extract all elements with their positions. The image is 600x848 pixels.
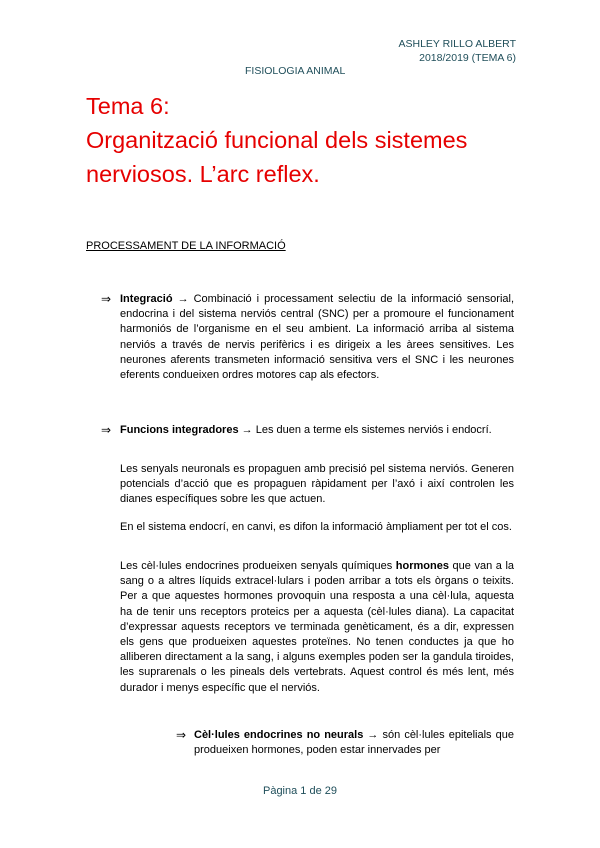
page-footer: Pàgina 1 de 29 bbox=[262, 785, 337, 797]
bullet-arrow-icon: ⇒ bbox=[101, 423, 112, 437]
no-neurals-text: són cèl·lules epitelials que produeixen hormones, poden estar innervades per bbox=[194, 729, 514, 757]
bullet-integracio bbox=[120, 292, 514, 383]
arrow-icon: → bbox=[241, 424, 253, 436]
paragraph-2: En el sistema endocrí, en canvi, es difon la informació àmpliament per tot el cos. bbox=[120, 521, 512, 533]
integracio-text: Combinació i processament selectiu de la informació sensorial, endocrina i del sistema nerviós central (SNC) per a promoure el funcionament harmoniós de l’organisme en el seu ambient. La informació arriba al sistema nerviós a través de nervis perifèrics i es dirigeix a les àrees sensitives. Les neurones aferents transmeten informació sensitiva vers el SNC i les neurones eferents condueixen ordres motores cap als efectors. bbox=[120, 293, 515, 382]
title-line-1: Tema 6: bbox=[86, 93, 170, 119]
paragraph-1: Les senyals neuronals es propaguen amb precisió pel sistema nerviós. Generen potencials d’acció que es propaguen ràpidament per l’axó i així controlen les dianes específiques sobre les que actuen. bbox=[120, 463, 514, 506]
header-year: 2018/2019 (TEMA 6) bbox=[419, 52, 516, 64]
sub-bullet-no-neurals bbox=[194, 728, 514, 758]
paragraph-3 bbox=[120, 559, 514, 696]
arrow-icon: → bbox=[367, 729, 379, 741]
p3-after: que van a la sang o a altres líquids extracel·lulars i poden arribar a tots els òrgans o teixits. Per a que aquestes hormones provoquin una resposta a una cèl·lula, aquesta ha de tenir uns receptors proteics per a aquesta (cèl·lules diana). La capacitat d’expressar aquests receptors ve terminada genèticament, és a dir, expressen els gens que produeixen aquestes proteïnes. No tenen conductes ja que ho alliberen directament a la sang, i alguns exemples poden ser la gandula tiroides, les suprarenals o les pineals dels vertebrats. Aquest control és més lent, més durador i menys específic que el nerviós. bbox=[120, 560, 515, 694]
term-integracio: Integració bbox=[120, 293, 173, 305]
term-no-neurals: Cèl·lules endocrines no neurals bbox=[194, 729, 364, 741]
sub-bullet-arrow-icon: ⇒ bbox=[176, 728, 187, 742]
p3-before: Les cèl·lules endocrines produeixen senyals químiques bbox=[120, 560, 393, 572]
bullet-arrow-icon: ⇒ bbox=[101, 292, 112, 306]
p3-bold-hormones: hormones bbox=[395, 560, 449, 572]
funcions-text: Les duen a terme els sistemes nerviós i endocrí. bbox=[255, 424, 492, 436]
term-funcions: Funcions integradores bbox=[120, 424, 239, 436]
title-line-3: nerviosos. L’arc reflex. bbox=[86, 161, 320, 187]
header-subject: FISIOLOGIA ANIMAL bbox=[245, 65, 346, 77]
header-author: ASHLEY RILLO ALBERT bbox=[398, 38, 516, 50]
section-heading: PROCESSAMENT DE LA INFORMACIÓ bbox=[86, 240, 286, 252]
bullet-funcions bbox=[120, 423, 514, 438]
arrow-icon: → bbox=[177, 293, 189, 305]
title-line-2: Organització funcional dels sistemes bbox=[86, 127, 468, 153]
